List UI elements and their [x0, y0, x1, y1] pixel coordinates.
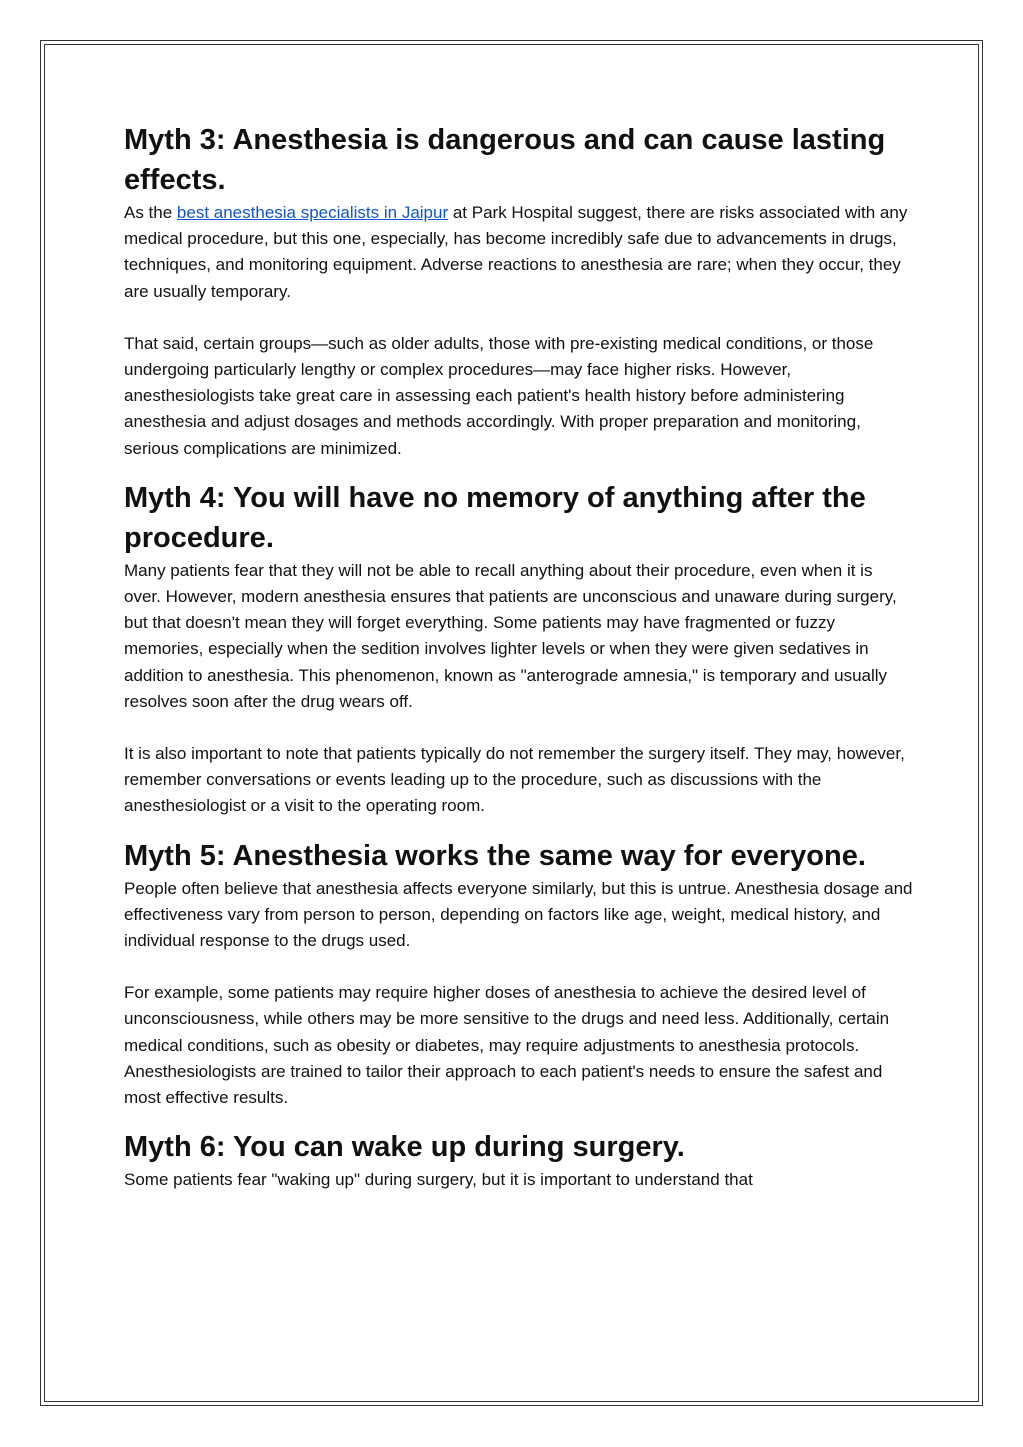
myth-4-paragraph-1: Many patients fear that they will not be able to recall anything about their procedure, even when it is over. However, modern anesthesia ensures that patients are unconscious and unaware during surgery, but that doesn't mean they will forget everything. Some patients may have fragmented or fuzzy memories, especially when the sedition involves lighter levels or when they were given sedatives in addition to anesthesia. This phenomenon, known as "anterograde amnesia," is temporary and usually resolves soon after the drug wears off. — [124, 560, 897, 711]
myth-4-paragraph-2: It is also important to note that patients typically do not remember the surgery itself. They may, however, remember conversations or events leading up to the procedure, such as discussions with the anesthesiologist or a visit to the operating room. — [124, 744, 905, 816]
myth-3-paragraph-2: That said, certain groups—such as older adults, those with pre-existing medical conditions, or those undergoing particularly lengthy or complex procedures—may face higher risks. However, anesthesiologists take great care in assessing each patient's health history before administering anesthesia and adjust dosages and methods accordingly. With proper preparation and monitoring, serious complications are minimized. — [124, 333, 874, 458]
section-gap — [124, 1111, 914, 1127]
myth-5-heading: Myth 5: Anesthesia works the same way for everyone. — [124, 839, 866, 872]
myth-3-heading: Myth 3: Anesthesia is dangerous and can cause lasting effects. — [124, 124, 886, 196]
paragraph-gap — [124, 715, 914, 741]
section-gap — [124, 820, 914, 836]
myth-3-paragraph-1 — [124, 200, 914, 305]
myth-5-paragraph-1: People often believe that anesthesia affects everyone similarly, but this is untrue. Anesthesia dosage and effectiveness vary from person to person, depending on factors like age, weight, medical history, and individual response to the drugs used. — [124, 878, 913, 951]
myth-4-section — [124, 478, 914, 820]
document-body — [124, 120, 914, 1193]
section-gap — [124, 462, 914, 478]
myth-6-paragraph-1: Some patients fear "waking up" during surgery, but it is important to understand that — [124, 1170, 753, 1190]
paragraph-gap — [124, 954, 914, 980]
myth-6-section — [124, 1127, 914, 1193]
myth-5-paragraph-2: For example, some patients may require higher doses of anesthesia to achieve the desired level of unconsciousness, while others may be more sensitive to the drugs and need less. Additionally, certain medical conditions, such as obesity or diabetes, may require adjustments to anesthesia protocols. Anesthesiologists are trained to tailor their approach to each patient's needs to ensure the safest and most effective results. — [124, 983, 890, 1108]
myth-5-section — [124, 836, 914, 1112]
myth-6-heading: Myth 6: You can wake up during surgery. — [124, 1131, 685, 1164]
text-before-link: As the — [124, 203, 177, 222]
myth-4-heading: Myth 4: You will have no memory of anything after the procedure. — [124, 481, 866, 554]
text-after-link: at Park Hospital suggest, there are risks associated with any medical procedure, but this one, especially, has become incredibly safe due to advancements in drugs, techniques, and monitoring equipment. Adverse reactions to anesthesia are rare; when they occur, they are usually temporary. — [124, 203, 908, 301]
myth-3-section — [124, 120, 914, 462]
anesthesia-specialists-link[interactable]: best anesthesia specialists in Jaipur — [176, 203, 449, 222]
paragraph-gap — [124, 305, 914, 331]
